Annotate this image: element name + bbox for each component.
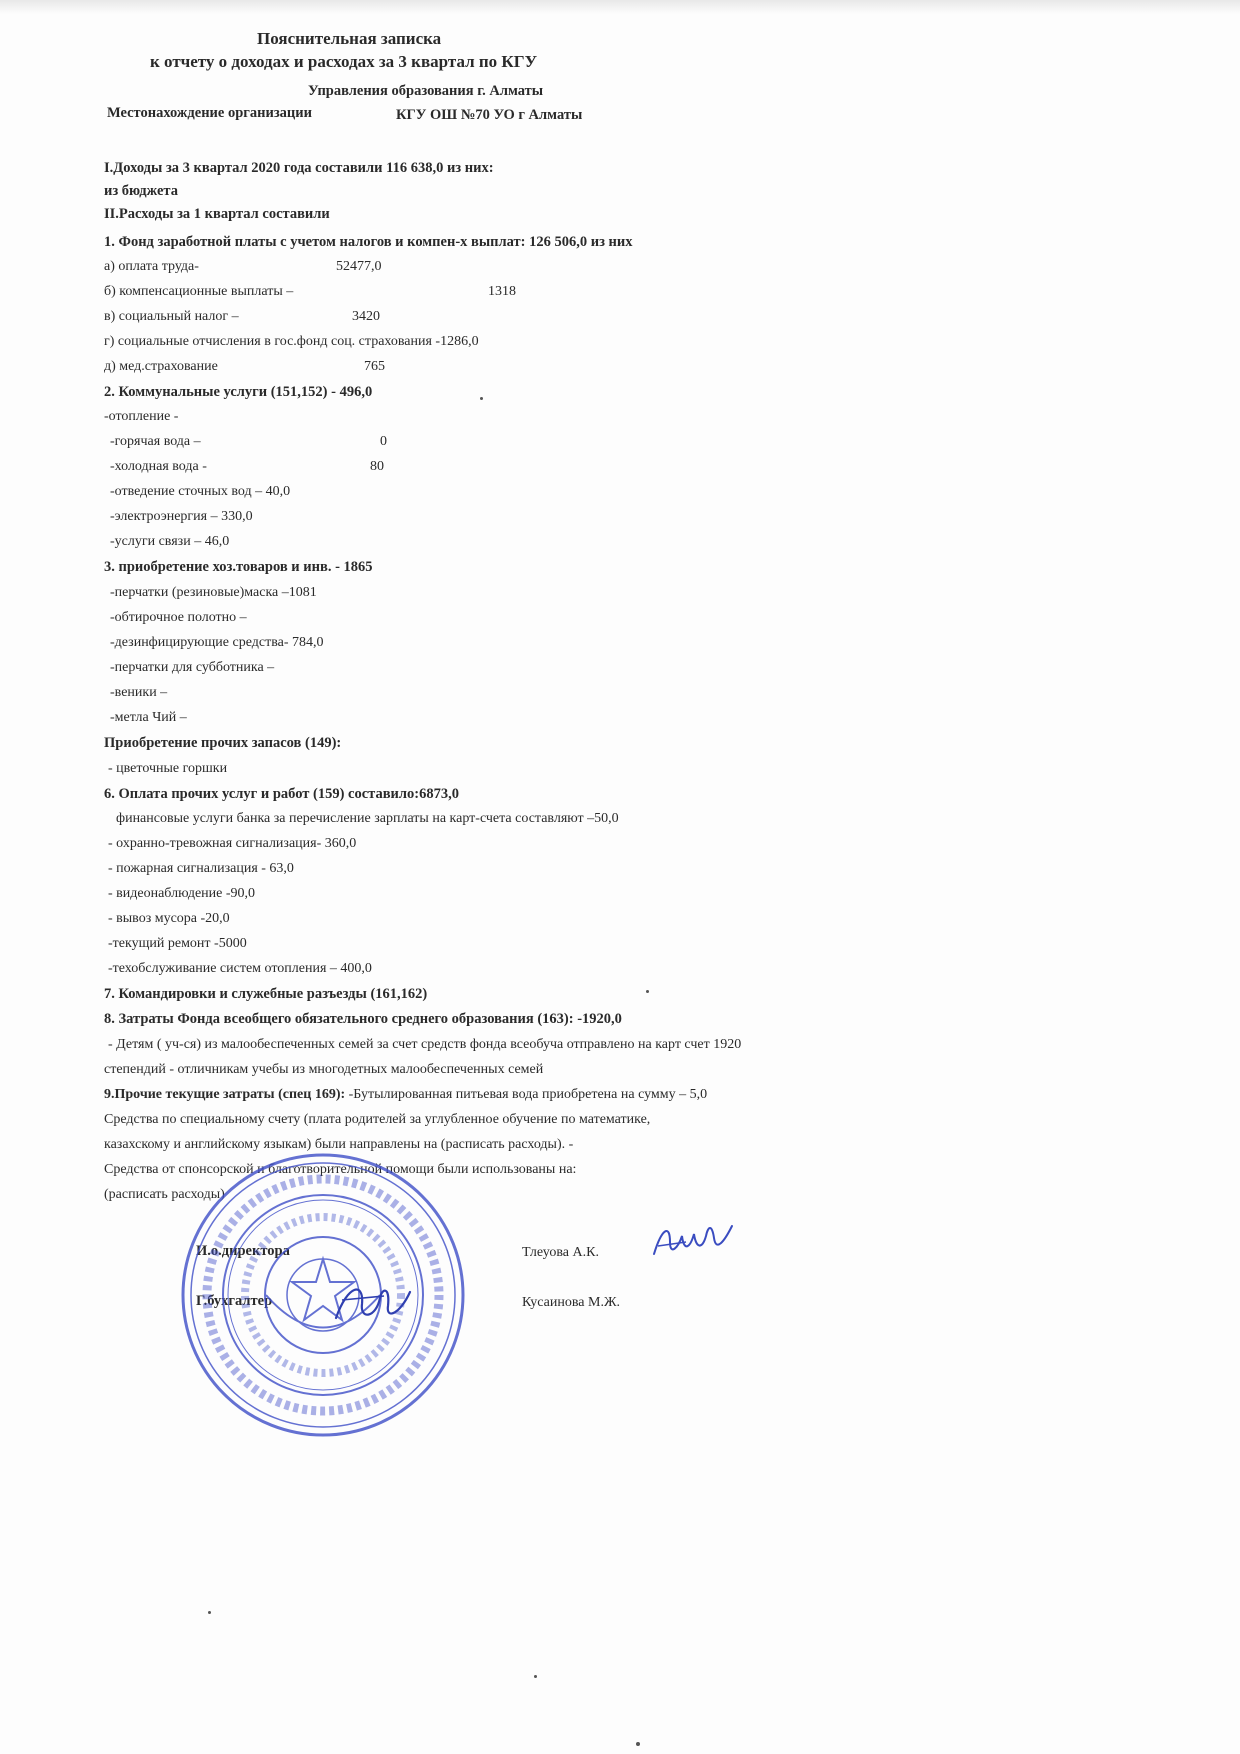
services-item: - видеонаблюдение -90,0 [108,886,256,901]
fund-line: степендий - отличникам учебы из многодетных малообеспеченных семей [104,1062,544,1077]
services-item: -техобслуживание систем отопления – 400,0 [108,961,372,976]
payroll-item-label: в) социальный налог – [104,309,239,324]
director-name: Тлеуова А.К. [522,1245,599,1260]
accountant-name: Кусаинова М.Ж. [522,1295,620,1310]
income-line: I.Доходы за 3 квартал 2020 года составили 116 638,0 из них: [104,160,494,176]
document-subtitle: к отчету о доходах и расходах за 3 квартал по КГУ [150,52,538,71]
location-label: Местонахождение организации [107,105,312,121]
utilities-title: 2. Коммунальные услуги (151,152) - 496,0 [104,384,373,400]
payroll-item-label: д) мед.страхование [104,359,218,374]
accountant-role: Г.бухгалтер [196,1293,273,1309]
utility-item: -электроэнергия – 330,0 [110,509,253,524]
travel-title: 7. Командировки и служебные разъезды (161,162) [104,986,428,1002]
expenses-title: II.Расходы за 1 квартал составили [104,206,330,222]
document-title: Пояснительная записка [257,29,442,48]
current-title: 9.Прочие текущие затраты (спец 169): [104,1087,346,1102]
scan-edge [0,0,1240,14]
goods-item: -перчатки (резиновые)маска –1081 [110,585,317,600]
payroll-item-label: г) социальные отчисления в гос.фонд соц. страхования -1286,0 [104,334,479,349]
goods-item: -перчатки для субботника – [110,660,275,675]
services-item: - пожарная сигнализация - 63,0 [108,861,294,876]
payroll-item-label: б) компенсационные выплаты – [104,284,294,299]
utility-item: -услуги связи – 46,0 [110,534,230,549]
services-title: 6. Оплата прочих услуг и работ (159) составило:6873,0 [104,786,459,802]
utility-item: -отведение сточных вод – 40,0 [110,484,291,499]
scan-speck [534,1675,537,1678]
payroll-item-value: 1318 [488,284,516,299]
income-budget: из бюджета [104,183,178,199]
goods-title: 3. приобретение хоз.товаров и инв. - 1865 [104,559,373,575]
payroll-item-label: а) оплата труда- [104,259,199,274]
goods-item: -дезинфицирующие средства- 784,0 [110,635,324,650]
org-line: Управления образования г. Алматы [308,83,544,99]
director-role: И.о.директора [196,1243,290,1259]
scan-speck [646,990,649,993]
current-line [104,1086,707,1104]
payroll-title: 1. Фонд заработной платы с учетом налогов и компен-х выплат: 126 506,0 из них [104,234,633,250]
note-line: казахскому и английскому языкам) были направлены на (расписать расходы). - [104,1137,574,1152]
payroll-item-value: 3420 [352,309,380,324]
goods-item: -веники – [110,685,168,700]
goods-item: -метла Чий – [110,710,187,725]
payroll-item-value: 52477,0 [336,259,382,274]
payroll-item-value: 765 [364,359,385,374]
note-line: Средства по специальному счету (плата родителей за углубленное обучение по математике, [104,1112,651,1127]
current-title-rest: -Бутылированная питьевая вода приобретена на сумму – 5,0 [345,1087,708,1102]
services-item: - охранно-тревожная сигнализация- 360,0 [108,836,357,851]
goods-item: -обтирочное полотно – [110,610,247,625]
services-item: финансовые услуги банка за перечисление зарплаты на карт-счета составляют –50,0 [116,811,619,826]
org-name: КГУ ОШ №70 УО г Алматы [396,107,583,123]
other-stock-title: Приобретение прочих запасов (149): [104,735,342,751]
services-item: - вывоз мусора -20,0 [108,911,230,926]
utility-item: -горячая вода – [110,434,201,449]
note-line: (расписать расходы) [104,1187,225,1202]
utility-item: -холодная вода - [110,459,207,474]
fund-title: 8. Затраты Фонда всеобщего обязательного среднего образования (163): -1920,0 [104,1011,622,1027]
utility-item-value: 0 [380,434,387,449]
utility-item: -отопление - [104,409,179,424]
official-stamp [178,1150,468,1440]
scan-speck [480,397,483,400]
note-line: Средства от спонсорской и благотворительной помощи были использованы на: [104,1162,577,1177]
other-stock-item: - цветочные горшки [108,761,228,776]
scan-speck [636,1742,640,1746]
director-signature [648,1218,738,1266]
accountant-signature [328,1278,418,1328]
fund-line: - Детям ( уч-ся) из малообеспеченных семей за счет средств фонда всеобуча отправлено на карт счет 1920 [108,1037,742,1052]
services-item: -текущий ремонт -5000 [108,936,247,951]
scan-speck [208,1611,211,1614]
utility-item-value: 80 [370,459,384,474]
